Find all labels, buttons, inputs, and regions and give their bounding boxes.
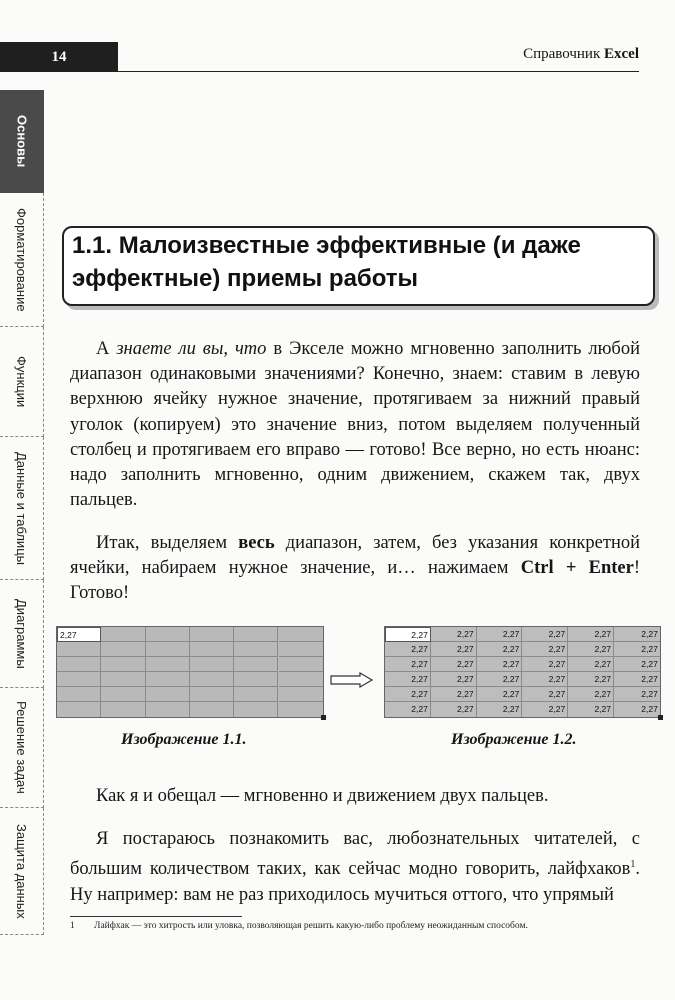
spreadsheet-cell[interactable] bbox=[190, 642, 234, 657]
spreadsheet-cell[interactable] bbox=[190, 702, 234, 717]
spreadsheet-cell[interactable] bbox=[234, 702, 278, 717]
para4-part1: Я постараюсь познакомить вас, любознательных читателей, с большим количеством таких, как сейчас модно говорить, лайфхаков bbox=[70, 829, 640, 880]
tab-label: Решение задач bbox=[14, 701, 29, 794]
spreadsheet-cell[interactable]: 2,27 bbox=[431, 702, 477, 717]
header-rule bbox=[118, 71, 639, 72]
spreadsheet-cell[interactable] bbox=[146, 642, 190, 657]
spreadsheet-cell[interactable]: 2,27 bbox=[477, 642, 523, 657]
tab-problem-solving[interactable] bbox=[0, 688, 44, 808]
spreadsheet-cell[interactable] bbox=[190, 672, 234, 687]
tab-label: Основы bbox=[14, 115, 30, 168]
chapter-tabs bbox=[0, 90, 47, 940]
tab-data-tables[interactable] bbox=[0, 437, 44, 580]
paragraph-4 bbox=[70, 827, 640, 908]
spreadsheet-cell[interactable]: 2,27 bbox=[568, 687, 614, 702]
paragraph-2 bbox=[70, 531, 640, 607]
spreadsheet-cell[interactable] bbox=[190, 687, 234, 702]
para1-emphasis: знаете ли вы, что bbox=[116, 339, 267, 359]
spreadsheet-cell[interactable] bbox=[101, 657, 145, 672]
spreadsheet-cell[interactable] bbox=[190, 627, 234, 642]
spreadsheet-cell[interactable] bbox=[234, 642, 278, 657]
spreadsheet-cell[interactable]: 2,27 bbox=[568, 627, 614, 642]
tab-label: Защита данных bbox=[14, 823, 29, 919]
spreadsheet-cell[interactable] bbox=[279, 702, 323, 717]
tab-formatting[interactable] bbox=[0, 193, 44, 327]
figure-2-caption: Изображение 1.2. bbox=[451, 731, 577, 748]
para2-part5: ! Готово! bbox=[70, 558, 640, 604]
running-head-bold: Excel bbox=[604, 46, 639, 62]
tab-label: Диаграммы bbox=[14, 598, 29, 669]
running-head-prefix: Справочник bbox=[523, 46, 604, 62]
fill-handle[interactable] bbox=[321, 715, 326, 720]
spreadsheet-cell[interactable] bbox=[57, 642, 101, 657]
footnote-number: 1 bbox=[70, 921, 75, 931]
para2-shortcut: Ctrl + Enter bbox=[520, 558, 634, 579]
footnote-text: Лайфхак — это хитрость или уловка, позволяющая решить какую-либо проблему неожиданным способом. bbox=[94, 921, 528, 931]
paragraph-1 bbox=[70, 337, 640, 513]
spreadsheet-cell[interactable]: 2,27 bbox=[477, 702, 523, 717]
spreadsheet-cell[interactable] bbox=[190, 657, 234, 672]
spreadsheet-cell[interactable]: 2,27 bbox=[522, 642, 568, 657]
spreadsheet-cell[interactable]: 2,27 bbox=[477, 672, 523, 687]
spreadsheet-cell[interactable] bbox=[101, 642, 145, 657]
spreadsheet-cell[interactable]: 2,27 bbox=[431, 657, 477, 672]
section-title: 1.1. Малоизвестные эффективные (и даже эффектные) приемы работы bbox=[72, 232, 581, 292]
spreadsheet-cell[interactable]: 2,27 bbox=[431, 687, 477, 702]
tab-label: Функции bbox=[14, 355, 29, 408]
tab-label: Данные и таблицы bbox=[14, 451, 29, 565]
spreadsheet-cell[interactable]: 2,27 bbox=[568, 702, 614, 717]
spreadsheet-cell[interactable]: 2,27 bbox=[477, 657, 523, 672]
spreadsheet-cell[interactable]: 2,27 bbox=[57, 627, 101, 642]
footnote-ref[interactable]: 1 bbox=[630, 859, 636, 871]
spreadsheet-cell[interactable]: 2,27 bbox=[522, 672, 568, 687]
spreadsheet-cell[interactable] bbox=[146, 687, 190, 702]
tab-basics[interactable] bbox=[0, 90, 44, 193]
tab-functions[interactable] bbox=[0, 327, 44, 437]
para3-text: Как я и обещал — мгновенно и движением двух пальцев. bbox=[96, 786, 549, 806]
spreadsheet-cell[interactable]: 2,27 bbox=[614, 642, 660, 657]
spreadsheet-cell[interactable]: 2,27 bbox=[614, 687, 660, 702]
para4-part2: . Ну например: вам не раз приходилось мучиться оттого, что упрямый bbox=[70, 859, 640, 905]
spreadsheet-cell[interactable]: 2,27 bbox=[522, 687, 568, 702]
spreadsheet-cell[interactable]: 2,27 bbox=[522, 627, 568, 642]
spreadsheet-cell[interactable] bbox=[279, 627, 323, 642]
figure-1-grid bbox=[56, 626, 324, 718]
arrow-right-icon bbox=[330, 672, 374, 688]
spreadsheet-cell[interactable]: 2,27 bbox=[385, 627, 431, 642]
footnote-rule bbox=[70, 916, 242, 917]
tab-charts[interactable] bbox=[0, 580, 44, 688]
tab-label: Форматирование bbox=[14, 207, 29, 312]
spreadsheet-cell[interactable]: 2,27 bbox=[522, 702, 568, 717]
spreadsheet-cell[interactable]: 2,27 bbox=[477, 687, 523, 702]
spreadsheet-cell[interactable] bbox=[101, 687, 145, 702]
spreadsheet-cell[interactable] bbox=[101, 627, 145, 642]
para2-part3: диапазон, затем, без указания конкретной ячейки, набираем нужное значение, и… нажимаем bbox=[70, 533, 640, 579]
spreadsheet-cell[interactable] bbox=[101, 702, 145, 717]
para2-bold-whole: весь bbox=[238, 533, 275, 553]
para1-part1: А bbox=[96, 339, 117, 359]
spreadsheet-cell[interactable]: 2,27 bbox=[385, 672, 431, 687]
fill-handle[interactable] bbox=[658, 715, 663, 720]
spreadsheet-cell[interactable]: 2,27 bbox=[641, 704, 658, 714]
footnote bbox=[70, 921, 528, 931]
spreadsheet-cell[interactable]: 2,27 bbox=[568, 657, 614, 672]
spreadsheet-cell[interactable] bbox=[279, 687, 323, 702]
spreadsheet-cell[interactable]: 2,27 bbox=[385, 657, 431, 672]
spreadsheet-cell[interactable] bbox=[234, 687, 278, 702]
spreadsheet-cell[interactable]: 2,27 bbox=[431, 642, 477, 657]
figure-2-grid bbox=[384, 626, 661, 718]
spreadsheet-cell[interactable] bbox=[234, 672, 278, 687]
spreadsheet-cell[interactable]: 2,27 bbox=[568, 672, 614, 687]
spreadsheet-cell[interactable]: 2,27 bbox=[522, 657, 568, 672]
spreadsheet-cell[interactable] bbox=[146, 672, 190, 687]
page-number: 14 bbox=[51, 49, 67, 65]
spreadsheet-cell[interactable] bbox=[279, 657, 323, 672]
spreadsheet-cell[interactable]: 2,27 bbox=[385, 642, 431, 657]
spreadsheet-cell[interactable]: 2,27 bbox=[614, 657, 660, 672]
spreadsheet-cell[interactable] bbox=[57, 672, 101, 687]
para2-part1: Итак, выделяем bbox=[96, 533, 239, 553]
spreadsheet-cell[interactable] bbox=[146, 627, 190, 642]
spreadsheet-cell[interactable]: 2,27 bbox=[614, 627, 660, 642]
spreadsheet-cell[interactable] bbox=[146, 657, 190, 672]
spreadsheet-cell[interactable] bbox=[57, 687, 101, 702]
paragraph-3 bbox=[70, 784, 640, 809]
spreadsheet-cell[interactable] bbox=[234, 657, 278, 672]
spreadsheet-cell[interactable]: 2,27 bbox=[431, 627, 477, 642]
tab-data-protection[interactable] bbox=[0, 808, 44, 935]
figure-1-caption: Изображение 1.1. bbox=[121, 731, 247, 748]
spreadsheet-cell[interactable]: 2,27 bbox=[431, 672, 477, 687]
spreadsheet-cell[interactable] bbox=[234, 627, 278, 642]
spreadsheet-cell[interactable] bbox=[57, 657, 101, 672]
spreadsheet-cell[interactable]: 2,27 bbox=[385, 702, 431, 717]
spreadsheet-cell[interactable]: 2,27 bbox=[477, 627, 523, 642]
spreadsheet-cell[interactable] bbox=[279, 642, 323, 657]
spreadsheet-cell[interactable]: 2,27 bbox=[614, 672, 660, 687]
spreadsheet-cell[interactable] bbox=[146, 702, 190, 717]
spreadsheet-cell[interactable]: 2,27 bbox=[568, 642, 614, 657]
spreadsheet-cell[interactable]: 2,27 bbox=[385, 687, 431, 702]
running-head bbox=[523, 46, 639, 63]
spreadsheet-cell[interactable] bbox=[279, 672, 323, 687]
para1-part3: в Экселе можно мгновенно заполнить любой диапазон одинаковыми значениями? Конечно, знаем: ставим в левую верхнюю ячейку нужное значение, протягиваем за нижний правый уголок (копируем) это значение вниз, потом выделяем полученный столбец и протягиваем его вправо — готово! Все верно, но есть нюанс: надо заполнить мгновенно, одним движением, скажем так, двух пальцев. bbox=[70, 339, 640, 511]
spreadsheet-cell[interactable] bbox=[57, 702, 101, 717]
spreadsheet-cell[interactable] bbox=[101, 672, 145, 687]
